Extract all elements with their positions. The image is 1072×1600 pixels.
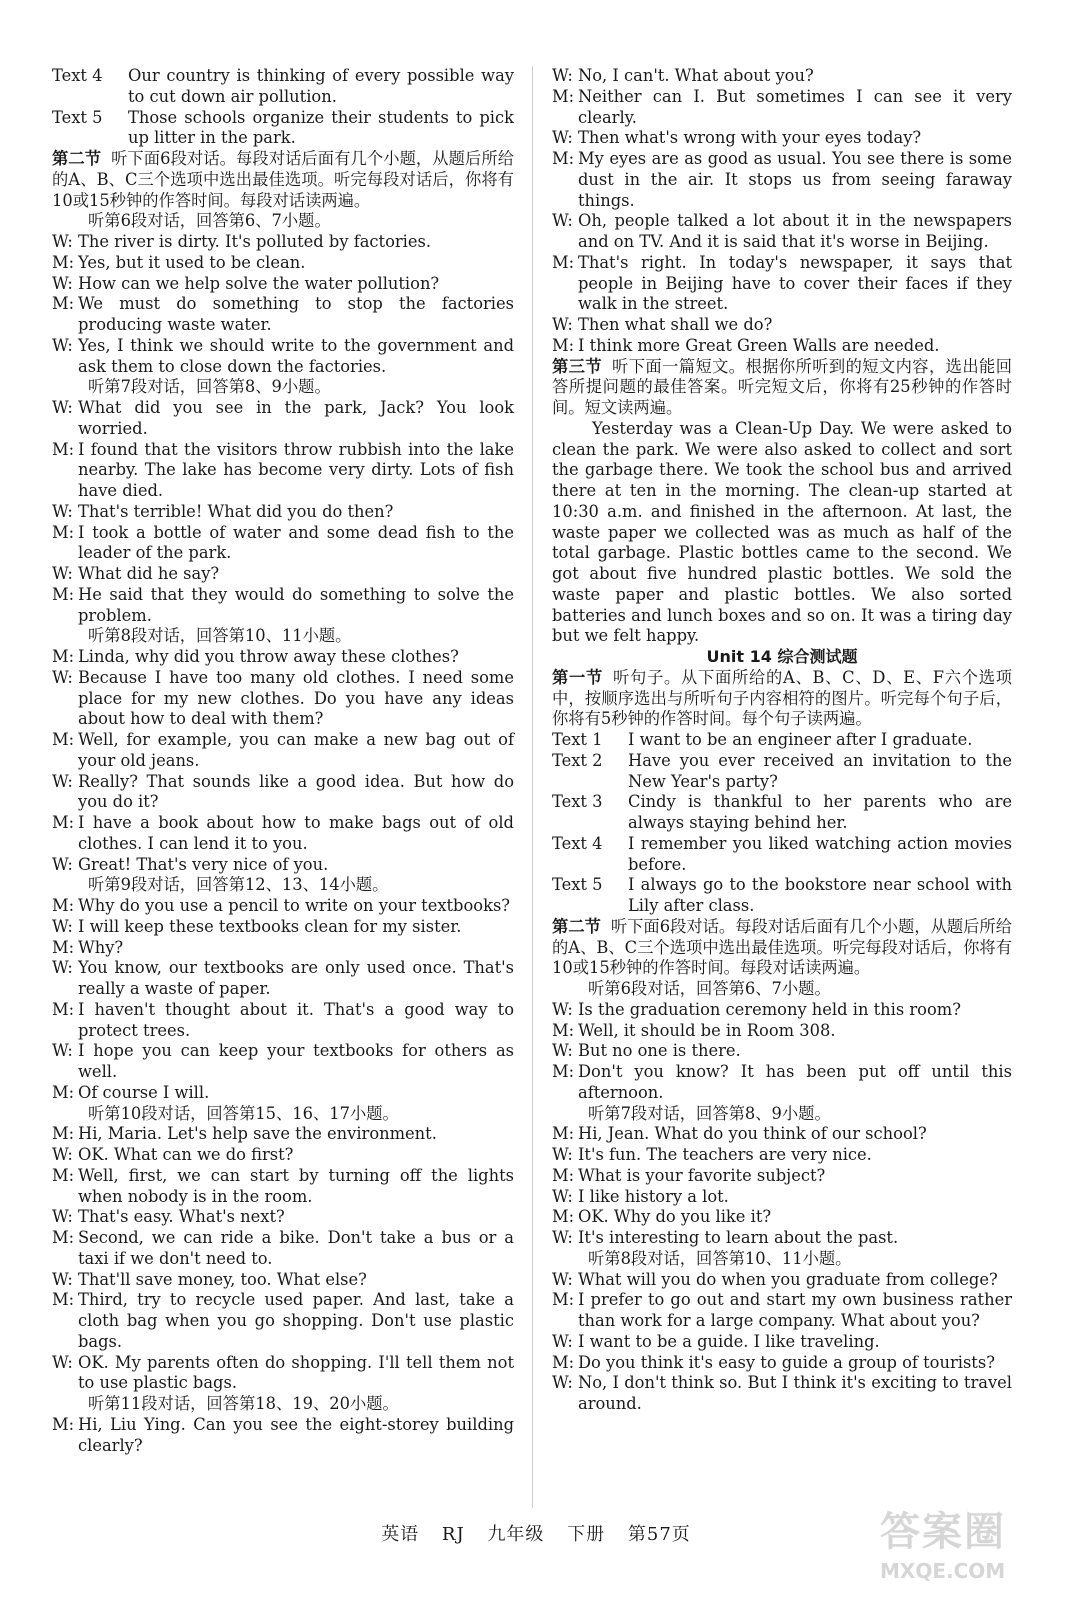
dialogue-line	[52, 253, 514, 274]
column-divider	[532, 66, 533, 1508]
dialogue-text: How can we help solve the water pollution?	[78, 273, 440, 293]
text-sentence: Those schools organize their students to pick up litter in the park.	[128, 107, 514, 148]
watermark-logo-text: 答案圈	[880, 1509, 1006, 1555]
dialogue-text: Great! That's very nice of you.	[78, 854, 329, 874]
dialogue-intro: 听第6段对话，回答第6、7小题。	[588, 979, 831, 998]
speaker-label: W:	[52, 667, 73, 687]
speaker-label: M:	[52, 522, 75, 542]
speaker-label: W:	[52, 1207, 73, 1227]
dialogue-text: That's terrible! What did you do then?	[78, 501, 394, 521]
dialogue-line	[552, 1166, 1012, 1187]
dialogue-text: I took a bottle of water and some dead fish to the leader of the park.	[78, 522, 514, 563]
dialogue-line	[52, 813, 514, 855]
dialogue-line	[52, 1124, 514, 1145]
speaker-label: W:	[52, 564, 73, 583]
dialogue-line	[52, 1290, 514, 1352]
text-number-label: Text 1	[552, 730, 603, 749]
dialogue-line	[52, 855, 514, 876]
listening-text-item	[552, 792, 1012, 834]
dialogue-line	[52, 1083, 514, 1104]
speaker-label: M:	[52, 896, 75, 915]
dialogue-text: He said that they would do something to solve the problem.	[78, 584, 514, 625]
section-instruction	[552, 917, 1012, 979]
speaker-label: W:	[552, 128, 573, 148]
speaker-label: M:	[52, 294, 75, 314]
listening-text-item	[552, 834, 1012, 876]
dialogue-intro: 听第8段对话，回答第10、11小题。	[588, 1248, 852, 1268]
dialogue-text: I think more Great Green Walls are needed.	[578, 335, 940, 355]
section-heading: 第三节	[552, 356, 603, 376]
speaker-label: M:	[552, 1165, 575, 1185]
dialogue-line	[52, 502, 514, 523]
dialogue-text: No, I don't think so. But I think it's exciting to travel around.	[578, 1373, 1012, 1413]
speaker-label: W:	[552, 1145, 573, 1164]
speaker-label: W:	[52, 771, 73, 791]
dialogue-line	[552, 1332, 1012, 1353]
text-number-label: Text 5	[52, 107, 103, 127]
watermark-logo	[880, 1500, 1060, 1590]
dialogue-text: I found that the visitors throw rubbish into the lake nearby. The lake has become very dirty. Lots of fish have died.	[78, 439, 514, 500]
dialogue-line	[552, 1228, 1012, 1249]
dialogue-text: Linda, why did you throw away these clothes?	[78, 647, 459, 666]
dialogue-line	[552, 1000, 1012, 1021]
dialogue-text: I want to be a guide. I like traveling.	[578, 1331, 880, 1351]
dialogue-line	[52, 1228, 514, 1270]
dialogue-line	[52, 772, 514, 814]
dialogue-line	[52, 938, 514, 959]
dialogue-line	[52, 398, 514, 440]
dialogue-line	[552, 1270, 1012, 1291]
dialogue-line	[552, 1021, 1012, 1042]
text-sentence: Cindy is thankful to her parents who are always staying behind her.	[628, 792, 1012, 832]
speaker-label: M:	[552, 1020, 575, 1040]
speaker-label: M:	[52, 1290, 75, 1310]
speaker-label: W:	[52, 1145, 73, 1164]
speaker-label: M:	[552, 1062, 575, 1081]
dialogue-line	[552, 66, 1012, 87]
speaker-label: W:	[552, 1269, 573, 1289]
dialogue-line	[552, 315, 1012, 336]
dialogue-text: Why?	[78, 937, 124, 957]
left-column	[52, 66, 514, 1456]
dialogue-text: My eyes are as good as usual. You see there is some dust in the air. It stops us from seeing faraway things.	[578, 149, 1012, 210]
section-heading: 第一节	[552, 667, 603, 687]
dialogue-text: What will you do when you graduate from college?	[578, 1269, 998, 1289]
dialogue-text: I have a book about how to make bags out of old clothes. I can lend it to you.	[78, 813, 514, 853]
dialogue-text: We must do something to stop the factories producing waste water.	[78, 294, 514, 334]
dialogue-line	[552, 211, 1012, 253]
dialogue-line	[552, 1124, 1012, 1145]
dialogue-line	[52, 1000, 514, 1042]
dialogue-text: I hope you can keep your textbooks for others as well.	[78, 1041, 514, 1081]
speaker-label: M:	[52, 584, 75, 604]
dialogue-line	[552, 253, 1012, 315]
dialogue-line	[52, 958, 514, 1000]
speaker-label: W:	[52, 398, 73, 417]
dialogue-line	[52, 1415, 514, 1457]
dialogue-text: Hi, Liu Ying. Can you see the eight-storey building clearly?	[78, 1414, 514, 1455]
dialogue-text: Yes, I think we should write to the government and ask them to close down the factories.	[78, 335, 514, 376]
dialogue-text: But no one is there.	[578, 1041, 741, 1061]
dialogue-line	[552, 336, 1012, 357]
dialogue-text: I like history a lot.	[578, 1186, 729, 1206]
speaker-label: M:	[52, 730, 75, 749]
section-heading: 第二节	[52, 149, 102, 168]
footer-subject: 英语	[381, 1524, 420, 1545]
listening-text-item	[52, 66, 514, 108]
speaker-label: M:	[52, 813, 75, 832]
dialogue-text: Well, first, we can start by turning off the lights when nobody is in the room.	[78, 1165, 514, 1206]
listening-text-item	[552, 875, 1012, 917]
listening-text-item	[552, 730, 1012, 751]
speaker-label: M:	[52, 937, 75, 957]
footer-page-number: 第57页	[627, 1524, 691, 1545]
dialogue-line	[52, 523, 514, 565]
speaker-label: W:	[52, 273, 73, 293]
dialogue-line	[52, 1270, 514, 1291]
text-sentence: Our country is thinking of every possible way to cut down air pollution.	[128, 66, 514, 106]
text-sentence: Have you ever received an invitation to the New Year's party?	[628, 750, 1012, 791]
dialogue-text: Hi, Maria. Let's help save the environment.	[78, 1124, 437, 1144]
dialogue-intro: 听第9段对话，回答第12、13、14小题。	[88, 875, 389, 895]
section-instruction-text: 听下面6段对话。每段对话后面有几个小题，从题后所给的A、B、C三个选项中选出最佳选项。听完每段对话后，你将有10或15秒钟的作答时间。每段对话读两遍。	[552, 916, 1012, 978]
right-column	[552, 66, 1012, 1415]
section-instruction-text: 听下面6段对话。每段对话后面有几个小题，从题后所给的A、B、C三个选项中选出最佳选项。听完每段对话后，你将有10或15秒钟的作答时间。每段对话读两遍。	[52, 149, 514, 210]
dialogue-text: Because I have too many old clothes. I need some place for my new clothes. Do you have any ideas about how to deal with them?	[78, 667, 514, 729]
section-instruction-text: 听句子。从下面所给的A、B、C、D、E、F六个选项中，按顺序选出与所听句子内容相符的图片。听完每个句子后，你将有5秒钟的作答时间。每个句子读两遍。	[552, 667, 1012, 729]
speaker-label: W:	[552, 315, 573, 334]
dialogue-line	[52, 1041, 514, 1083]
text-sentence: I always go to the bookstore near school with Lily after class.	[628, 875, 1012, 915]
speaker-label: M:	[552, 1124, 575, 1144]
dialogue-text: Well, for example, you can make a new bag out of your old jeans.	[78, 730, 514, 770]
dialogue-text: What did he say?	[78, 564, 220, 583]
text-sentence: I remember you liked watching action movies before.	[628, 833, 1012, 874]
unit-title: Unit 14 综合测试题	[706, 647, 858, 666]
text-sentence: I want to be an engineer after I graduate.	[628, 730, 973, 749]
dialogue-line	[552, 1290, 1012, 1332]
footer-volume: 下册	[567, 1524, 606, 1545]
speaker-label: W:	[552, 1228, 573, 1247]
section-instruction	[552, 668, 1012, 730]
dialogue-line	[52, 1166, 514, 1208]
text-number-label: Text 4	[52, 66, 103, 85]
speaker-label: W:	[552, 1186, 573, 1206]
speaker-label: M:	[52, 1228, 75, 1247]
dialogue-line	[52, 585, 514, 627]
text-number-label: Text 3	[552, 792, 603, 812]
dialogue-text: Hi, Jean. What do you think of our school?	[578, 1124, 927, 1144]
dialogue-line	[52, 1207, 514, 1228]
section-instruction	[552, 357, 1012, 419]
dialogue-text: OK. My parents often do shopping. I'll tell them not to use plastic bags.	[78, 1352, 514, 1393]
speaker-label: W:	[552, 211, 573, 231]
dialogue-text: Is the graduation ceremony held in this room?	[578, 999, 961, 1019]
dialogue-text: It's fun. The teachers are very nice.	[578, 1145, 872, 1164]
speaker-label: W:	[52, 501, 73, 521]
dialogue-line	[552, 1145, 1012, 1166]
dialogue-line	[552, 1373, 1012, 1415]
dialogue-text: I prefer to go out and start my own business rather than work for a large company. What about you?	[578, 1290, 1012, 1330]
speaker-label: M:	[552, 149, 575, 168]
section-heading: 第二节	[552, 916, 601, 936]
dialogue-line	[52, 647, 514, 668]
footer-grade: 九年级	[487, 1524, 545, 1545]
speaker-label: W:	[52, 1352, 73, 1372]
speaker-label: W:	[552, 1373, 573, 1393]
section-instruction	[52, 149, 514, 211]
speaker-label: W:	[552, 999, 573, 1019]
dialogue-line	[52, 440, 514, 502]
speaker-label: M:	[552, 1352, 575, 1372]
dialogue-intro: 听第8段对话，回答第10、11小题。	[88, 626, 352, 646]
speaker-label: M:	[52, 647, 75, 666]
listening-text-item	[52, 108, 514, 150]
dialogue-line	[552, 1062, 1012, 1104]
dialogue-text: That's easy. What's next?	[78, 1207, 285, 1227]
speaker-label: W:	[552, 1041, 573, 1061]
dialogue-line	[552, 1353, 1012, 1374]
speaker-label: W:	[52, 854, 73, 874]
speaker-label: M:	[552, 1290, 575, 1310]
dialogue-line	[52, 1353, 514, 1395]
dialogue-line	[52, 896, 514, 917]
speaker-label: W:	[52, 335, 73, 355]
speaker-label: M:	[552, 252, 575, 272]
dialogue-text: Well, it should be in Room 308.	[578, 1020, 836, 1040]
dialogue-text: It's interesting to learn about the past.	[578, 1228, 899, 1247]
speaker-label: M:	[552, 86, 575, 106]
dialogue-text: Yes, but it used to be clean.	[78, 252, 306, 272]
dialogue-line	[52, 232, 514, 253]
speaker-label: M:	[52, 1414, 75, 1434]
dialogue-intro: 听第6段对话，回答第6、7小题。	[88, 211, 331, 231]
dialogue-text: Oh, people talked a lot about it in the newspapers and on TV. And it is said that it's worse in Beijing.	[578, 211, 1012, 251]
dialogue-text: I haven't thought about it. That's a good way to protect trees.	[78, 999, 514, 1040]
footer-edition: RJ	[441, 1524, 465, 1545]
speaker-label: W:	[52, 232, 73, 251]
dialogue-line	[52, 564, 514, 585]
dialogue-line	[52, 917, 514, 938]
dialogue-text: Of course I will.	[78, 1082, 210, 1102]
dialogue-text: Don't you know? It has been put off until this afternoon.	[578, 1062, 1012, 1102]
dialogue-text: No, I can't. What about you?	[578, 66, 814, 85]
dialogue-intro: 听第10段对话，回答第15、16、17小题。	[88, 1103, 399, 1123]
dialogue-text: Third, try to recycle used paper. And last, take a cloth bag when you go shopping. Don't use plastic bags.	[78, 1290, 514, 1351]
watermark-url: MXQE.COM	[880, 1559, 1006, 1583]
passage-paragraph: Yesterday was a Clean-Up Day. We were asked to clean the park. We were also asked to collect and sort the garbage there. We took the school bus and arrived there at ten in the morning. The clean-up started at 10:30 a.m. and finished in the afternoon. At last, the waste paper we collected was as much as half of the total garbage. Plastic bottles came to the second. We got about five hundred plastic bottles. We sold the waste paper and plastic bottles. We also sorted batteries and lunch boxes and so on. It was a tiring day but we felt happy.	[552, 418, 1012, 646]
dialogue-intro: 听第7段对话，回答第8、9小题。	[588, 1103, 831, 1123]
speaker-label: M:	[552, 335, 575, 355]
listening-text-item	[552, 751, 1012, 793]
dialogue-text: That's right. In today's newspaper, it says that people in Beijing have to cover their faces if they walk in the street.	[578, 252, 1012, 314]
section-instruction-text: 听下面一篇短文。根据你所听到的短文内容，选出能回答所提问题的最佳答案。听完短文后，你将有25秒钟的作答时间。短文读两遍。	[552, 356, 1012, 417]
speaker-label: M:	[52, 1124, 75, 1144]
dialogue-text: You know, our textbooks are only used once. That's really a waste of paper.	[78, 958, 514, 998]
dialogue-text: What did you see in the park, Jack? You look worried.	[78, 398, 514, 438]
dialogue-line	[52, 294, 514, 336]
dialogue-line	[52, 336, 514, 378]
dialogue-text: That'll save money, too. What else?	[78, 1269, 367, 1289]
speaker-label: M:	[552, 1207, 575, 1227]
dialogue-intro: 听第11段对话，回答第18、19、20小题。	[88, 1394, 399, 1413]
dialogue-text: Do you think it's easy to guide a group of tourists?	[578, 1352, 995, 1372]
dialogue-text: Then what's wrong with your eyes today?	[578, 128, 922, 148]
speaker-label: M:	[52, 999, 75, 1019]
speaker-label: M:	[52, 439, 75, 459]
dialogue-text: Second, we can ride a bike. Don't take a bus or a taxi if we don't need to.	[78, 1228, 514, 1268]
speaker-label: W:	[52, 1269, 73, 1289]
speaker-label: W:	[52, 916, 73, 936]
text-number-label: Text 2	[552, 750, 603, 770]
dialogue-text: The river is dirty. It's polluted by factories.	[78, 232, 432, 251]
dialogue-line	[552, 128, 1012, 149]
dialogue-text: Then what shall we do?	[578, 315, 773, 334]
text-number-label: Text 4	[552, 833, 603, 853]
speaker-label: M:	[52, 1165, 75, 1185]
dialogue-line	[52, 668, 514, 730]
speaker-label: W:	[52, 958, 73, 978]
dialogue-text: Why do you use a pencil to write on your textbooks?	[78, 896, 511, 915]
dialogue-intro: 听第7段对话，回答第8、9小题。	[88, 377, 331, 397]
dialogue-line	[552, 149, 1012, 211]
speaker-label: W:	[552, 66, 573, 85]
dialogue-line	[552, 1041, 1012, 1062]
dialogue-text: Neither can I. But sometimes I can see it very clearly.	[578, 86, 1012, 127]
dialogue-line	[552, 1187, 1012, 1208]
dialogue-text: Really? That sounds like a good idea. But how do you do it?	[78, 771, 514, 812]
dialogue-text: OK. Why do you like it?	[578, 1207, 772, 1227]
dialogue-text: What is your favorite subject?	[578, 1165, 826, 1185]
dialogue-line	[552, 1207, 1012, 1228]
dialogue-line	[52, 1145, 514, 1166]
speaker-label: M:	[52, 252, 75, 272]
speaker-label: W:	[52, 1041, 73, 1061]
text-number-label: Text 5	[552, 875, 603, 895]
dialogue-line	[52, 730, 514, 772]
dialogue-line	[552, 87, 1012, 129]
dialogue-text: I will keep these textbooks clean for my sister.	[78, 916, 462, 936]
speaker-label: M:	[52, 1082, 75, 1102]
dialogue-line	[52, 274, 514, 295]
dialogue-text: OK. What can we do first?	[78, 1145, 294, 1164]
speaker-label: W:	[552, 1331, 573, 1351]
